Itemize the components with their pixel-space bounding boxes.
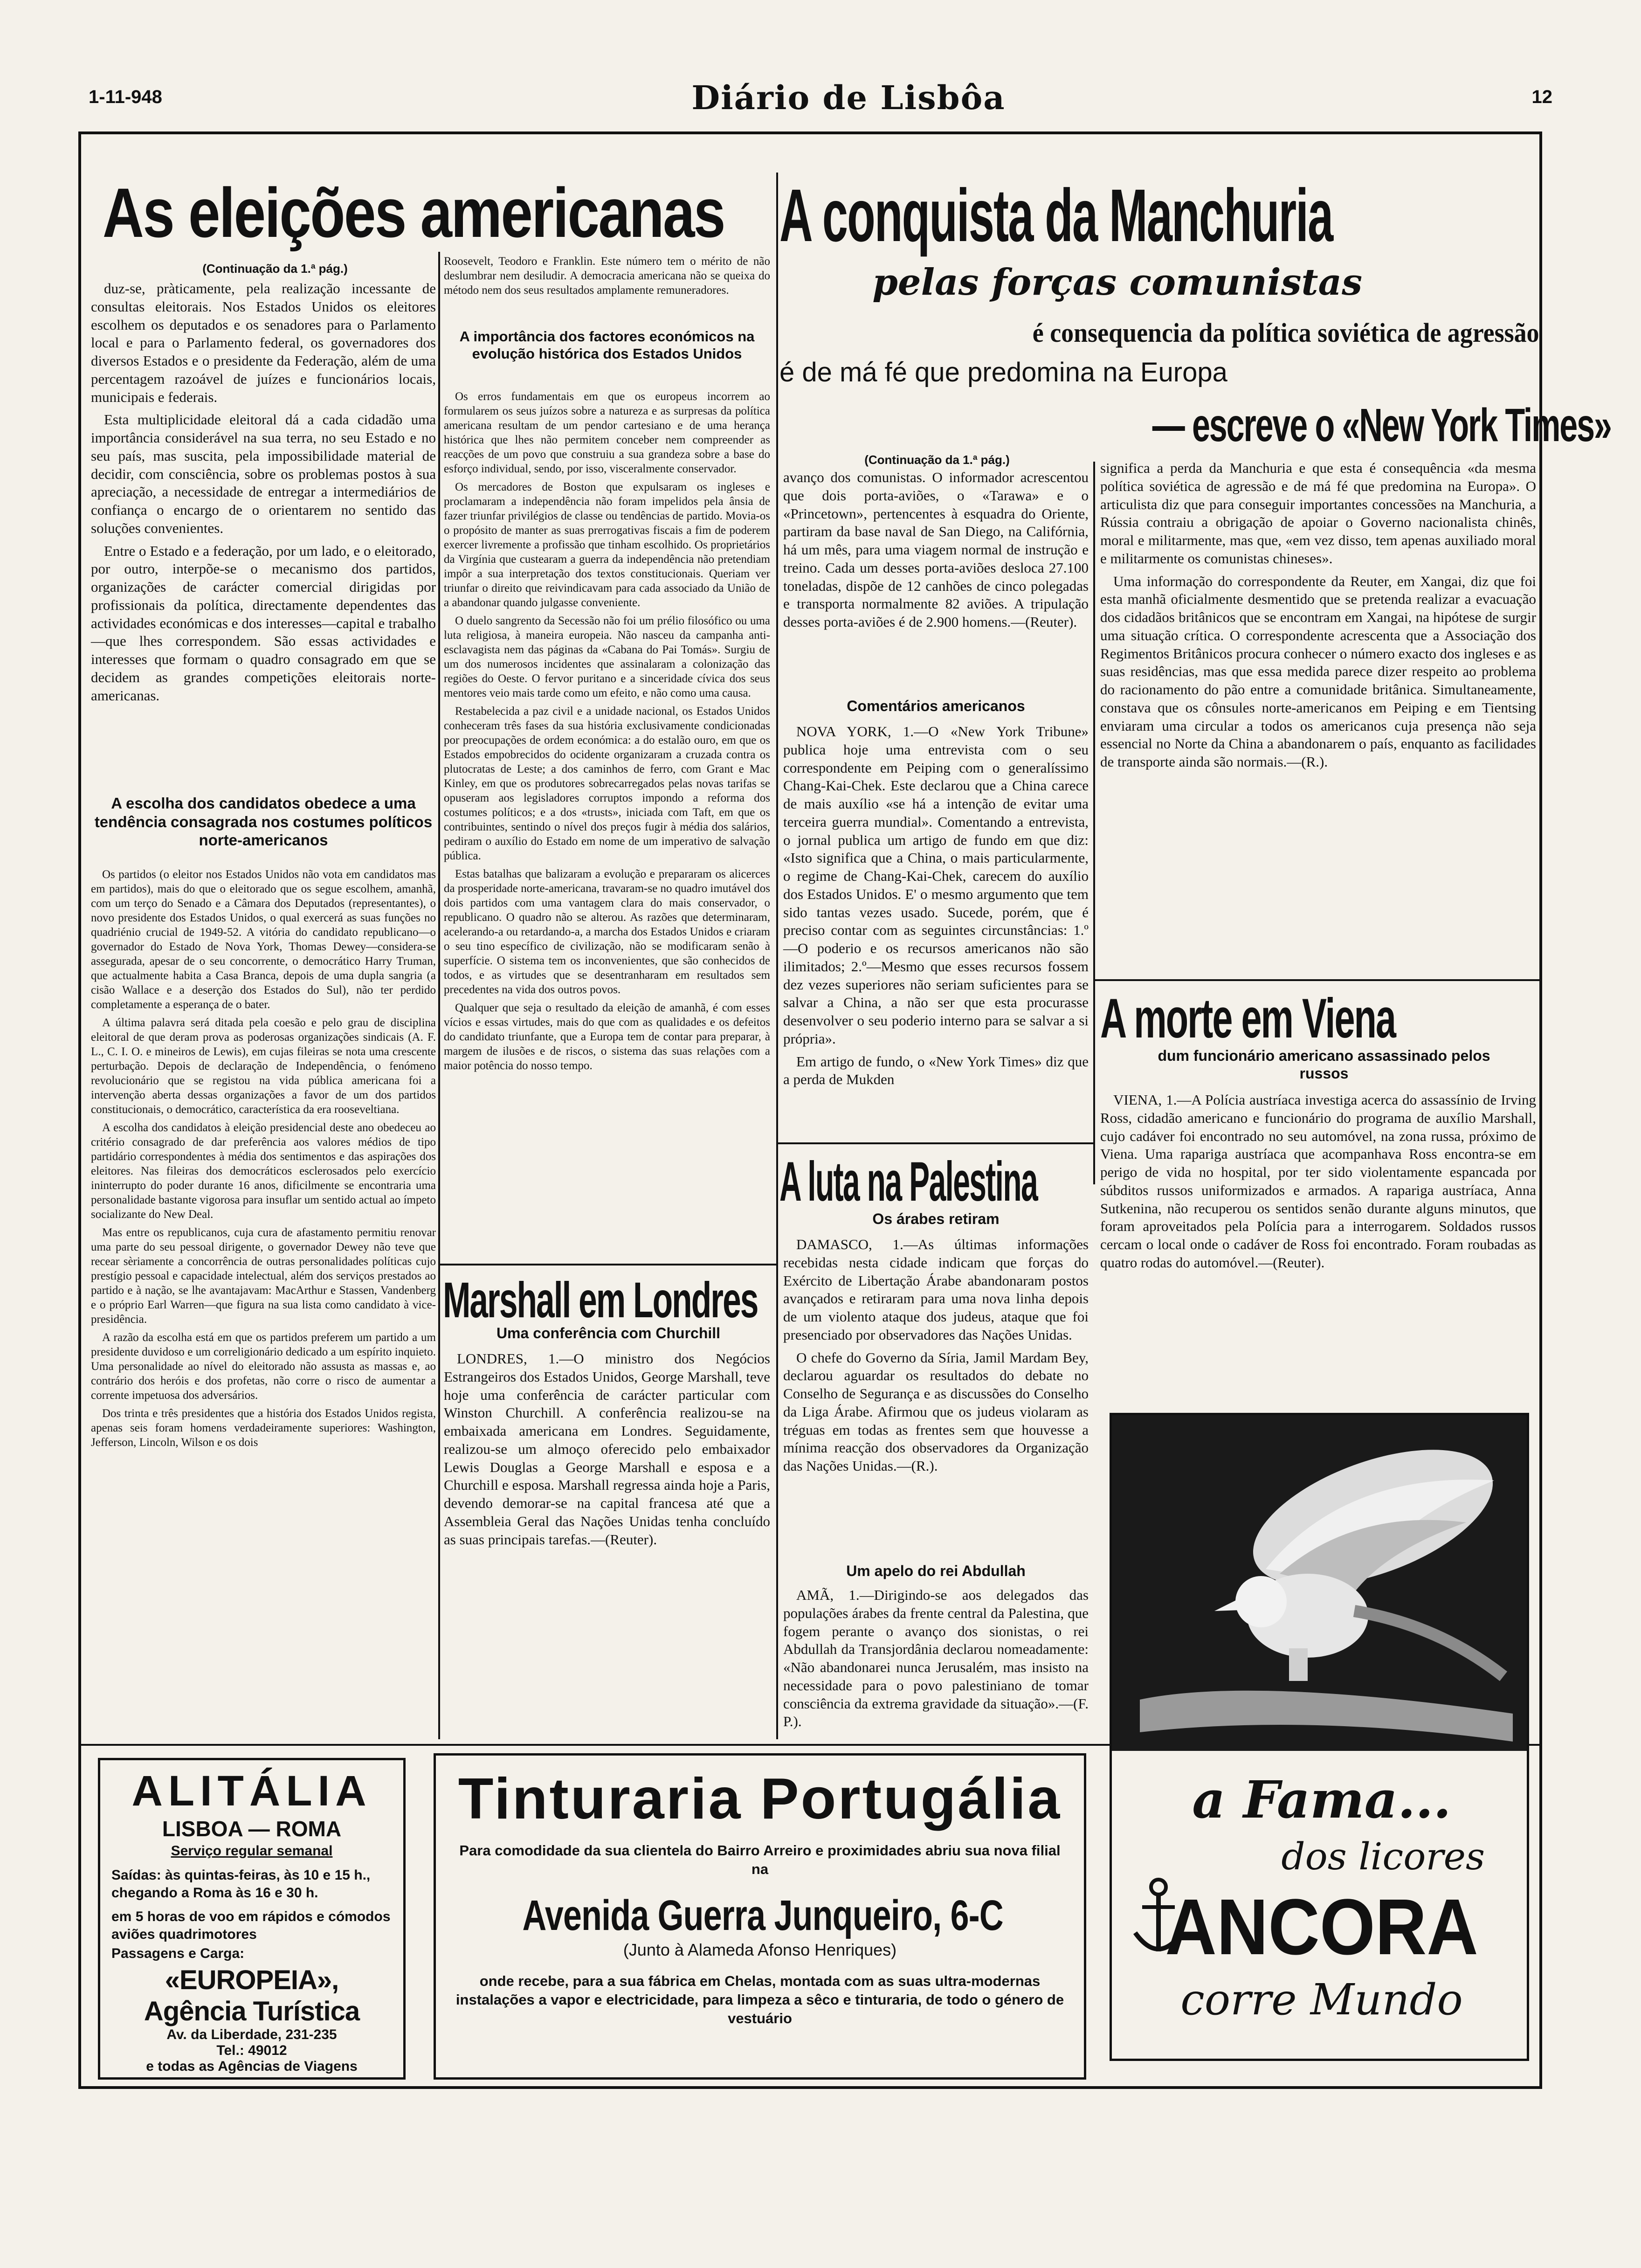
- viena-headline: A morte em Viena: [1100, 987, 1395, 1050]
- paragraph: Uma informação do correspondente da Reuter, em Xangai, diz que foi esta manhã oficialmente desmentido que se pretenda realizar a evacuação dos cidadãos britânicos que se encontram em Xangai, na hipótese de surgir uma situação crítica. O correspondente acrescenta que a Associação dos Regimentos Britânicos procura conhecer o número exacto dos ingleses e as suas residências, mas que essa medida parece dizer respeito ao problema do racionamento do pão entre a comunidade britânica. Simultaneamente, constava que os cônsules norte-americanos em Peiping e em Tientsing enviaram uma circular a todos os americanos cuja presença não seja essencial no Norte da China a abandonarem o país, enquanto as facilidades de transporte ainda são normais.—(R.).: [1100, 573, 1536, 770]
- eleicoes-subhead-2-box: [444, 324, 770, 385]
- paragraph: Os erros fundamentais em que os europeus incorrem ao formularem os seus juízos sobre a natureza e as surpresas da política americana resultam de um pendor cartesiano e de uma herança histórica que lhes não permitem conceber nem compreender as reacções de um povo que construiu a sua grandeza sobre a base do esforço individual, sendo, por isso, visceralmente conservador.: [444, 390, 770, 475]
- ad-alitalia: [98, 1758, 406, 2080]
- alitalia-brand: ALITÁLIA: [131, 1767, 372, 1815]
- marshall-headline: Marshall em Londres: [443, 1272, 758, 1328]
- paragraph: significa a perda da Manchuria e que esta é consequência «da mesma política soviética de agressão e de má fé que predomina na Europa». O articulista diz que para conseguir importantes concessões na Manchuria, a Rússia contraiu a obrigação de apoiar o Governo nacionalista chinês, moral e militarmente, mas que, «em vez disso, tem apenas auxiliado moral e militarmente os comunistas chineses».: [1100, 460, 1536, 567]
- marshall-subhead: Uma conferência com Churchill: [496, 1325, 721, 1341]
- viena-body: [1100, 1091, 1536, 1380]
- paragraph: O duelo sangrento da Secessão não foi um prélio filosófico ou uma luta religiosa, à maneira europeia. Não nasceu da campanha anti-esclavagista nem das páginas da «Cabana do Pai Tomás». Surgiu de um dos numerosos incidentes que assinalaram a colonização das regiões do Oeste. O fervor puritano e a sinceridade cívica dos seus mentores veio mais tarde como um efeito, e não como uma causa.: [444, 615, 770, 699]
- palestina-subhead-2-box: [783, 1562, 1089, 1585]
- paragraph: Em artigo de fundo, o «New York Times» diz que a perda de Mukden: [783, 1053, 1089, 1088]
- alitalia-footer: e todas as Agências de Viagens: [146, 2059, 358, 2074]
- paragraph: NOVA YORK, 1.—O «New York Tribune» publica hoje uma entrevista com o seu correspondente em Peiping com o generalíssimo Chang-Kai-Chek. Este declarou que a China carece de mais auxílio «se há a intenção de evitar uma terceira guerra mundial». Comentando a entrevista, o jornal publica um artigo de fundo em que diz: «Isto significa que a China, o mais particularmente, o regime de Chang-Kai-Chek, carecem do auxílio dos Estados Unidos. E' o mesmo argumento que tem sido tantas vezes usado. Sucede, porém, que é preciso contar com as seguintes circunstâncias: 1.º—O poderio e os recursos americanos não são ilimitados; 2.º—Mesmo que esses recursos fossem dez vezes superiores não seriam suficientes para se salvar a China, a não ser que esta procurasse desenvolver o seu poderio interno para se salvar a si própria».: [783, 723, 1089, 1047]
- eleicoes-headline-box: [103, 173, 765, 256]
- ancora-line3-box: [1131, 1975, 1513, 2025]
- paragraph: Esta multiplicidade eleitoral dá a cada cidadão uma importância considerável na sua terra, no seu Estado e no seu país, mas suscita, pela impossibilidade material de decidir, com consciência, sobre os problemas postos à sua apreciação, a necessidade de entregar a intermediários de confiança o encargo de o orientarem no sentido das soluções convenientes.: [91, 411, 436, 536]
- section-rule: [1093, 979, 1541, 981]
- manchuria-line3-box: [779, 317, 1539, 354]
- paragraph: A última palavra será ditada pela coesão e pelo grau de disciplina eleitoral de que deram prova as poderosas organizações sindicais (A. F. L., C. I. O. e mineiros de Lewis), em cujas fileiras se nota uma crescente perturbação. Depois de declaração de Independência, o fenómeno revolucionário que se registou na vida pública americana foi a intervenção aberta dessas organizações a favor de um dos partidos constitucionais, o democrático, característica da era rooseveltiana.: [91, 1016, 436, 1116]
- palestina-body: [783, 1236, 1089, 1562]
- manchuria-subhead: Comentários americanos: [847, 698, 1025, 714]
- paragraph: A razão da escolha está em que os partidos preferem um partido a um presidente duvidoso e um correligionário dedicado a um espírito inquieto. Uma personalidade ao nível do eleitorado não assusta as massas e, ao contrário dos heróis e dos profetas, não corre o risco de aumentar a corrente impetuosa dos adversários.: [91, 1331, 436, 1402]
- paragraph: Os partidos (o eleitor nos Estados Unidos não vota em candidatos mas em partidos), mais do que o eleitorado que os segue escolhem, amanhã, com um terço do Senado e a Câmara dos Deputados (representantes), o novo presidente dos Estados Unidos, o qual exercerá as suas funções no quadriénio crucial de 1949-52. A vitória do candidato republicano—o governador do Estado de Nova York, Thomas Dewey—considera-se assegurada, apesar de o seu concorrente, o democrático Harry Truman, que actualmente habita a Casa Branca, depois de uma dupla sangria (a cisão Wallace e a deserção dos Estados do Sul), não ter perdido completamente a esperança de o bater.: [91, 868, 436, 1011]
- issue-date: 1-11-948: [89, 87, 162, 107]
- manchuria-line5-box: [956, 399, 1611, 455]
- paragraph: Roosevelt, Teodoro e Franklin. Este número tem o mérito de não deslumbrar nem desiludir. A democracia americana não se queixa do método nem dos seus resultados amplamente remuneradores.: [444, 255, 770, 297]
- alitalia-cargo-label: Passagens e Carga:: [111, 1946, 245, 1961]
- ad-ancora: [1110, 1413, 1529, 2061]
- ancora-line1: a Fama...: [1192, 1770, 1451, 1830]
- alitalia-phone: Tel.: 49012: [216, 2043, 287, 2058]
- palestina-body-2: [783, 1586, 1089, 1738]
- eleicoes-column-1-bottom: [91, 867, 436, 1739]
- paragraph: O chefe do Governo da Síria, Jamil Mardam Bey, declarou aguardar os resultados do debate no Conselho de Segurança e as discussões do Conselho da Liga Árabe. Afirmou que os judeus violaram as tréguas em todas as frentes sem que houvesse a mínima reacção dos observadores da Organização das Nações Unidas.—(R.).: [783, 1349, 1089, 1474]
- eleicoes-column-2-top: [444, 254, 770, 319]
- eleicoes-subhead-2: A importância dos factores económicos na evolução histórica dos Estados Unidos: [459, 328, 755, 362]
- manchuria-line3: é consequencia da política soviética de agressão: [1033, 318, 1539, 348]
- page-number: 12: [1531, 87, 1552, 107]
- paragraph: A escolha dos candidatos à eleição presidencial deste ano obedeceu ao critério consagrado de dar preferência aos valores médios de tipo partidário correspondentes à média dos sentimentos e das aspirações dos eleitores. Nas fileiras dos democráticos esclerosados pelo exercício ininterrupto do poder durante 16 anos, dificilmente se encontraria uma personalidade bastante vigorosa para insuflar um sentido actual ao ímpeto socializante do New Deal.: [91, 1121, 436, 1221]
- alitalia-route: LISBOA — ROMA: [162, 1817, 342, 1841]
- viena-headline-box: [1100, 986, 1538, 1050]
- ancora-slogan-top: [1131, 1770, 1513, 1830]
- newspaper-title: Diário de Lisbôa: [691, 78, 1006, 117]
- paragraph: Entre o Estado e a federação, por um lado, e o eleitorado, por outro, interpõe-se o mecanismo dos partidos, organizações de carácter comercial dirigidas por profissionais da política, directamente dependentes das actividades económicas e dos interesses—capital e trabalho—que lhes correspondem. São essas actividades e interesses que formam o quadro consagrado em que se decidem as grandes competições eleitorais norte-americanas.: [91, 542, 436, 704]
- column-rule: [438, 252, 440, 1739]
- viena-subhead: dum funcionário americano assassinado pelos russos: [1158, 1047, 1490, 1082]
- marshall-body: [444, 1350, 770, 1737]
- palestina-headline-box: [779, 1149, 1092, 1213]
- anchor-icon: [1131, 1877, 1186, 1961]
- palestina-subhead-box: [783, 1210, 1089, 1233]
- marshall-headline-box: [443, 1271, 774, 1327]
- paragraph: Mas entre os republicanos, cuja cura de afastamento permitiu renovar uma parte do seu pessoal dirigente, o governador Dewey não teve que recear sèriamente a concorrência de outras personalidades políticas cujo prestígio pessoal e capacidade intelectual, além dos serviços prestados ao partido e à nação, se lhe avantajavam: MacArthur e Stassen, Vandenberg e o próprio Earl Warren—que figura na sua lista como candidato à vice-presidência.: [91, 1226, 436, 1326]
- ancora-line2-box: [1131, 1835, 1513, 1878]
- paragraph: Estas batalhas que balizaram a evolução e prepararam os alicerces da prosperidade norte-americana, travaram-se no quadro imutável dos dois partidos com uma vantagem clara do mais conservador, o republicano. O quadro não se alterou. As razões que determinaram, acelerando-a ou retardando-a, a marcha dos Estados Unidos e criaram o seu tino específico de civilização, não se modificaram senão à superfície. O sistema tem os inconvenientes, que são conhecidos de todos, e as virtudes que se desentranharam em resultados sem precedentes na vida dos outros povos.: [444, 868, 770, 996]
- paragraph: LONDRES, 1.—O ministro dos Negócios Estrangeiros dos Estados Unidos, George Marshall, teve hoje uma conferência de carácter particular com Winston Churchill. A conferência realizou-se na embaixada americana em Londres. Seguidamente, realizou-se um almoço oferecido pelo embaixador Lewis Douglas a George Marshall e esposa e a Churchill e esposa. Marshall regressa ainda hoje a Paris, devendo demorar-se na capital francesa até que a Assembleia Geral das Nações Unidas tenha concluído as suas principais tarefas.—(Reuter).: [444, 1350, 770, 1548]
- paragraph: avanço dos comunistas. O informador acrescentou que dois porta-aviões, o «Tarawa» e o «Princetown», pertencentes à esquadra do Oriente, partiram da base naval de San Diego, na Califórnia, há um mês, para uma viagem normal de instrução e treino. Cada um desses porta-aviões desloca 27.100 toneladas, dispõe de 12 canhões de cinco polegadas e transporta normalmente 82 aviões. A tripulação desses porta-aviões é de 2.900 homens.—(Reuter).: [783, 469, 1089, 630]
- tinturaria-title: Tinturaria Portugália: [458, 1767, 1062, 1831]
- manchuria-column-1-bottom: [783, 723, 1089, 1138]
- ancora-line3: corre Mundo: [1180, 1975, 1463, 2025]
- alitalia-service: Serviço regular semanal: [171, 1843, 333, 1859]
- manchuria-line5: — escreve o «New York Times»: [1152, 399, 1611, 451]
- manchuria-line4-box: [779, 357, 1539, 394]
- column-rule: [776, 173, 778, 1739]
- eleicoes-subhead-1-box: [91, 790, 436, 865]
- eleicoes-continuation-box: [135, 259, 415, 277]
- tinturaria-address-box: [455, 1891, 1065, 1940]
- paragraph: Restabelecida a paz civil e a unidade nacional, os Estados Unidos conheceram três fases da sua história exclusivamente condicionadas por preocupações de ordem económica: a do estalão ouro, em que os Estados empobrecidos do ocidente organizaram a cruzada contra os plutocratas de Leste; a dos caminhos de ferro, com Grant e Mac Kinley, em que os produtores sobrecarregados pelas novas tarifas se opuseram aos legisladores corruptos impondo a reforma dos costumes políticos; e a dos «trusts», iniciada com Taft, em que os contribuintes, sentindo o nível dos preços fugir à média dos salários, pediram o auxílio do Estado em nome de um imperativo de salvação pública.: [444, 705, 770, 862]
- manchuria-headline-box: [779, 173, 1539, 256]
- manchuria-column-1-top: [783, 469, 1089, 692]
- eleicoes-column-1-top: [91, 280, 436, 788]
- manchuria-continuation: (Continuação da 1.ª pág.): [864, 453, 1010, 467]
- paragraph: AMÃ, 1.—Dirigindo-se aos delegados das populações árabes da frente central da Palestina, que fogem perante o avanço dos sionistas, o rei Abdullah da Transjordânia declarou nomeadamente: «Não abandonarei nunca Jerusalém, mas insisto na necessidade para o povo palestiniano de tomar consciência da extrema gravidade da situação».—(F. P.).: [783, 1587, 1089, 1730]
- manchuria-subhead-box: [783, 697, 1089, 720]
- manchuria-continuation-box: [783, 450, 1091, 469]
- manchuria-column-2: [1100, 459, 1536, 975]
- alitalia-duration: em 5 horas de voo em rápidos e cómodos aviões quadrimotores: [111, 1909, 391, 1942]
- tinturaria-footer: onde recebe, para a sua fábrica em Chelas, montada com as suas ultra-modernas instalações a vapor e electricidade, para limpeza a sêco e tinturaria, de todo o género de vestuário: [455, 1972, 1064, 2027]
- section-rule: [438, 1264, 776, 1265]
- eleicoes-column-2: [444, 389, 770, 1259]
- paragraph: Os mercadores de Boston que expulsaram os ingleses e proclamaram a independência não foram impelidos pela ânsia de fazer triunfar privilégios de classe ou tendências de partido. Movia-os o propósito de manter as suas prerrogativas fiscais a fim de poderem exercer livremente a profissão que tinham escolhido. Os proprietários da Virgínia que custearam a guerra da independência não pretendiam impôr a sua interpretação dos textos constitucionais. Queriam ver triunfar o direito que reivindicavam para cada associado da União de a abandonar quando julgasse conveniente.: [444, 481, 770, 609]
- manchuria-line4: é de má fé que predomina na Europa: [779, 357, 1227, 387]
- paragraph: DAMASCO, 1.—As últimas informações recebidas nesta cidade indicam que forças do Exército de Libertação Árabe abandonaram postos avançados e retiraram para uma nova linha depois de um violento ataque dos judeus, ataque que foi presenciado por observadores das Nações Unidas.: [783, 1236, 1089, 1343]
- ancora-line2: dos licores: [1281, 1835, 1485, 1878]
- alitalia-agency: «EUROPEIA», Agência Turística: [144, 1965, 360, 2026]
- palestina-headline: A luta na Palestina: [779, 1150, 1038, 1213]
- section-rule: [776, 1142, 1093, 1144]
- manchuria-line2: pelas forças comunistas: [872, 261, 1362, 304]
- paragraph: Qualquer que seja o resultado da eleição de amanhã, é com esses vícios e essas virtudes, mais do que com as qualidades e os defeitos do candidato triunfante, que a Europa tem de contar para preparar, à margem de ilusões e de riscos, o sistema das suas relações com a maior potência do nosso tempo.: [444, 1002, 770, 1072]
- tinturaria-intro: Para comodidade da sua clientela do Bairro Arreiro e proximidades abriu sua nova filial na: [459, 1842, 1061, 1878]
- ad-tinturaria: [434, 1753, 1086, 2080]
- viena-subhead-box: [1138, 1047, 1510, 1089]
- paragraph: VIENA, 1.—A Polícia austríaca investiga acerca do assassínio de Irving Ross, cidadão americano e funcionário do programa de auxílio Marshall, cujo cadáver foi encontrado no seu automóvel, na zona russa, próximo de Viena. Uma rapariga austríaca que acompanhava Ross encontra-se em perigo de vida no hospital, por ter sido violentamente espancada por súbditos russos uniformizados e armados. A rapariga austríaca, Anna Sutkenina, não recuperou os sentidos senão durante alguns minutos, que foram aproveitados pela Polícia para a interrogarem. Soldados russos cercam o local onde o cadáver de Ross foi encontrado. Foram roubadas as quatro rodas do automóvel.—(Reuter).: [1100, 1092, 1536, 1271]
- ancora-brand: ANCORA: [1165, 1883, 1478, 1971]
- column-rule: [1093, 462, 1095, 1184]
- eleicoes-continuation: (Continuação da 1.ª pág.): [202, 262, 348, 276]
- tinturaria-note: (Junto à Alameda Afonso Henriques): [623, 1940, 897, 1959]
- tinturaria-address: Avenida Guerra Junqueiro, 6-C: [522, 1891, 1003, 1939]
- paragraph: Dos trinta e três presidentes que a história dos Estados Unidos regista, apenas seis foram homens verdadeiramente superiores: Washington, Jefferson, Lincoln, Wilson e os dois: [91, 1407, 436, 1449]
- manchuria-line2-box: [779, 261, 1362, 312]
- eleicoes-headline: As eleições americanas: [103, 173, 724, 252]
- alitalia-address: Av. da Liberdade, 231-235: [166, 2027, 337, 2042]
- paragraph: duz-se, pràticamente, pela realização incessante de consultas eleitorais. Nos Estados Unidos os eleitores escolhem os deputados e os senadores para o Parlamento local e para o Parlamento federal, os governadores dos diversos Estados e o presidente da Federação, além de uma percentagem razoável de juízes e funcionários locais, municipais e federais.: [91, 280, 436, 405]
- marshall-subhead-box: [443, 1324, 774, 1348]
- bird-illustration: [1112, 1415, 1527, 1751]
- manchuria-headline: A conquista da Manchuria: [779, 173, 1333, 257]
- eleicoes-subhead-1: A escolha dos candidatos obedece a uma tendência consagrada nos costumes políticos norte-americanos: [94, 795, 433, 849]
- alitalia-schedule: Saídas: às quintas-feiras, às 10 e 15 h., chegando a Roma às 16 e 30 h.: [111, 1867, 371, 1901]
- masthead: [89, 70, 1552, 131]
- palestina-subhead: Os árabes retiram: [872, 1210, 1000, 1227]
- palestina-subhead-2: Um apelo do rei Abdullah: [846, 1563, 1026, 1579]
